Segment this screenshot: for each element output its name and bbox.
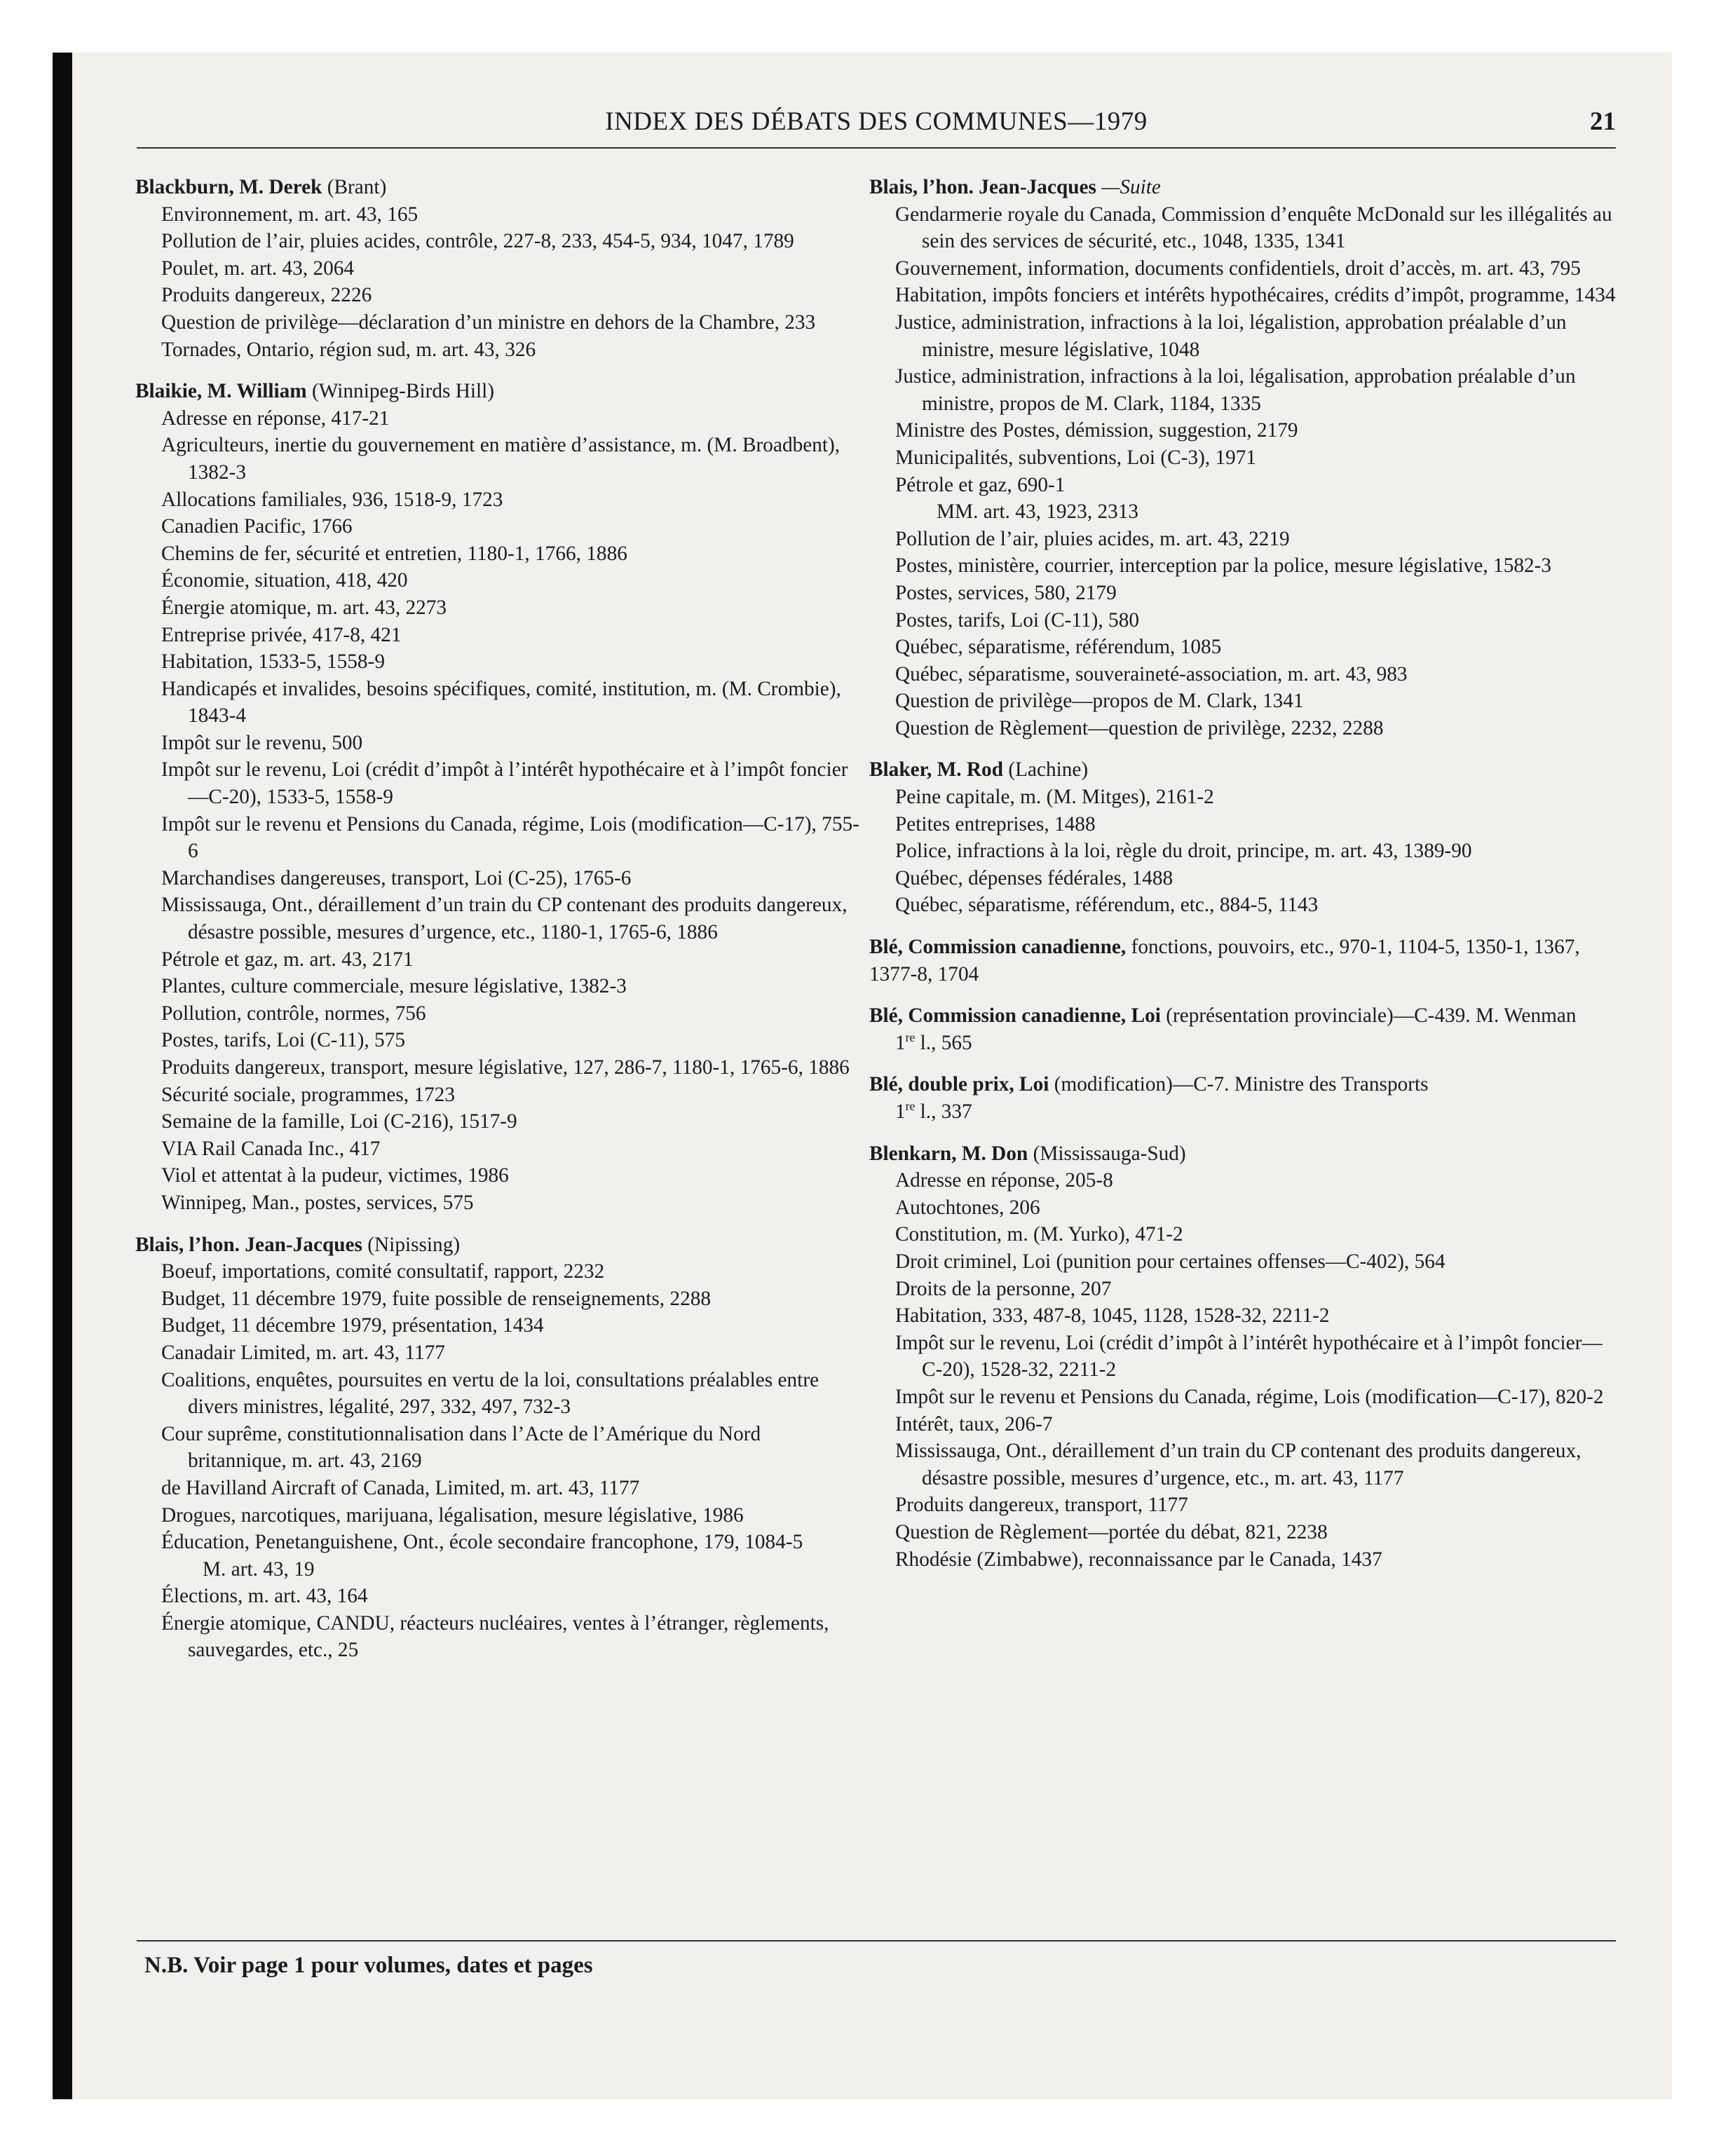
index-subentry: Chemins de fer, sécurité et entretien, 1180-1, 1766, 1886 bbox=[161, 542, 627, 565]
index-subentry: Impôt sur le revenu et Pensions du Canada, régime, Lois (modification—C-17), 820-2 bbox=[895, 1385, 1604, 1408]
footer-note: N.B. Voir page 1 pour volumes, dates et pages bbox=[144, 1953, 593, 1978]
entry-heading-detail: fonctions, pouvoirs, etc., 970-1, 1104-5, 1350-1, 1367, 1377-8, 1704 bbox=[869, 936, 1580, 985]
entry-heading-detail: (Lachine) bbox=[1008, 758, 1089, 782]
header-title: INDEX DES DÉBATS DES COMMUNES—1979 bbox=[605, 107, 1148, 136]
index-subentry: Semaine de la famille, Loi (C-216), 1517-9 bbox=[161, 1110, 517, 1133]
index-subentry: Question de privilège—déclaration d’un ministre en dehors de la Chambre, 233 bbox=[161, 311, 816, 334]
index-subentry: Canadair Limited, m. art. 43, 1177 bbox=[161, 1341, 445, 1364]
index-subentry: Environnement, m. art. 43, 165 bbox=[161, 203, 419, 226]
entry-name: Blé, Commission canadienne, Loi bbox=[869, 1004, 1166, 1028]
footer-rule bbox=[137, 1940, 1616, 1942]
index-subentry: Agriculteurs, inertie du gouvernement en matière d’assistance, m. (M. Broadbent), 1382-3 bbox=[161, 434, 841, 484]
page-number: 21 bbox=[1590, 107, 1616, 136]
reading-suffix: re bbox=[905, 1030, 916, 1045]
reading-number: 1 bbox=[895, 1031, 906, 1054]
index-subentry: Impôt sur le revenu, 500 bbox=[161, 731, 363, 754]
entry-heading-detail: (modification)—C-7. Ministre des Transports bbox=[1054, 1073, 1429, 1096]
index-subentry: Municipalités, subventions, Loi (C-3), 1971 bbox=[895, 446, 1257, 469]
index-subentry: Entreprise privée, 417-8, 421 bbox=[161, 623, 402, 646]
entry-heading-detail: (Nipissing) bbox=[367, 1233, 461, 1256]
index-subentry: Produits dangereux, transport, 1177 bbox=[895, 1494, 1188, 1517]
index-subentry: Mississauga, Ont., déraillement d’un train du CP contenant des produits dangereux, désastre possible, mesures d’urgence, etc., m. art. 43, 1177 bbox=[895, 1440, 1581, 1489]
index-subentry: Gendarmerie royale du Canada, Commission d’enquête McDonald sur les illégalités au sein des services de sécurité, etc., 1048, 1335, 1341 bbox=[895, 203, 1612, 253]
index-subentry: Question de privilège—propos de M. Clark, 1341 bbox=[895, 690, 1304, 713]
index-column-right bbox=[869, 174, 1623, 1588]
entry-heading bbox=[869, 1002, 1623, 1030]
index-entry bbox=[869, 174, 1623, 742]
index-subentry: Énergie atomique, CANDU, réacteurs nucléaires, ventes à l’étranger, règlements, sauvegardes, etc., 25 bbox=[161, 1611, 829, 1662]
reading-ref bbox=[869, 1030, 1623, 1057]
index-subentry: VIA Rail Canada Inc., 417 bbox=[161, 1137, 381, 1160]
entry-heading bbox=[869, 174, 1623, 201]
index-subentry: Économie, situation, 418, 420 bbox=[161, 569, 408, 592]
index-sub-subentry: M. art. 43, 19 bbox=[203, 1557, 315, 1581]
entry-heading-detail: (Winnipeg-Birds Hill) bbox=[312, 380, 495, 403]
entry-heading bbox=[869, 1071, 1623, 1098]
index-sub-subentry: MM. art. 43, 1923, 2313 bbox=[937, 500, 1139, 524]
index-subentry: Impôt sur le revenu et Pensions du Canada, régime, Lois (modification—C-17), 755-6 bbox=[161, 812, 859, 863]
entry-heading-detail: (Mississauga-Sud) bbox=[1033, 1142, 1186, 1165]
index-subentry: Question de Règlement—portée du débat, 821, 2238 bbox=[895, 1520, 1328, 1543]
binding-edge bbox=[53, 53, 72, 2099]
entry-heading bbox=[135, 174, 861, 201]
entry-heading-detail: (Brant) bbox=[327, 176, 387, 198]
index-subentry: Habitation, impôts fonciers et intérêts hypothécaires, crédits d’impôt, programme, 1434 bbox=[895, 284, 1616, 307]
index-subentry: Produits dangereux, transport, mesure législative, 127, 286-7, 1180-1, 1765-6, 1886 bbox=[161, 1056, 850, 1079]
index-subentry: Québec, dépenses fédérales, 1488 bbox=[895, 866, 1173, 889]
index-subentry: Droit criminel, Loi (punition pour certaines offenses—C-402), 564 bbox=[895, 1250, 1445, 1273]
index-subentry: Adresse en réponse, 417-21 bbox=[161, 407, 390, 430]
index-subentry: Gouvernement, information, documents confidentiels, droit d’accès, m. art. 43, 795 bbox=[895, 257, 1581, 280]
index-subentry: Budget, 11 décembre 1979, fuite possible de renseignements, 2288 bbox=[161, 1287, 712, 1310]
index-subentry: Cour suprême, constitutionnalisation dans l’Acte de l’Amérique du Nord britannique, m. art. 43, 2169 bbox=[161, 1422, 761, 1473]
index-subentry: Pollution de l’air, pluies acides, m. art. 43, 2219 bbox=[895, 527, 1290, 550]
index-subentry: Sécurité sociale, programmes, 1723 bbox=[161, 1083, 455, 1106]
index-subentry: Postes, tarifs, Loi (C-11), 575 bbox=[161, 1029, 406, 1052]
entry-name: Blais, l’hon. Jean-Jacques bbox=[869, 176, 1102, 198]
index-subentry: Tornades, Ontario, région sud, m. art. 43, 326 bbox=[161, 338, 536, 361]
reading-suffix: re bbox=[905, 1099, 916, 1114]
reading-number: 1 bbox=[895, 1100, 906, 1123]
entry-name: Blaker, M. Rod bbox=[869, 758, 1009, 782]
index-subentry: Pétrole et gaz, 690-1 bbox=[895, 473, 1066, 496]
index-subentry: Rhodésie (Zimbabwe), reconnaissance par le Canada, 1437 bbox=[895, 1548, 1382, 1571]
index-entry bbox=[135, 1231, 861, 1665]
entry-name: Blais, l’hon. Jean-Jacques bbox=[135, 1233, 368, 1256]
index-subentry: Pétrole et gaz, m. art. 43, 2171 bbox=[161, 948, 414, 971]
index-subentry: Justice, administration, infractions à la loi, légalistion, approbation préalable d’un ministre, mesure législative, 1048 bbox=[895, 311, 1567, 361]
index-subentry: Adresse en réponse, 205-8 bbox=[895, 1169, 1113, 1192]
index-subentry: Drogues, narcotiques, marijuana, légalisation, mesure législative, 1986 bbox=[161, 1503, 744, 1527]
reading-page: l., 565 bbox=[915, 1031, 972, 1054]
index-subentry: Justice, administration, infractions à la loi, légalisation, approbation préalable d’un ministre, propos de M. Clark, 1184, 1335 bbox=[895, 365, 1576, 415]
index-subentry: Marchandises dangereuses, transport, Loi (C-25), 1765-6 bbox=[161, 866, 632, 889]
page-header bbox=[137, 105, 1616, 149]
entry-suite: —Suite bbox=[1101, 176, 1161, 198]
index-subentry: Handicapés et invalides, besoins spécifiques, comité, institution, m. (M. Crombie), 1843-4 bbox=[161, 677, 841, 728]
index-subentry: Mississauga, Ont., déraillement d’un train du CP contenant des produits dangereux, désastre possible, mesures d’urgence, etc., 1180-1, 1765-6, 1886 bbox=[161, 894, 848, 944]
reading-page: l., 337 bbox=[915, 1100, 972, 1123]
index-subentry: Budget, 11 décembre 1979, présentation, 1434 bbox=[161, 1314, 544, 1337]
index-subentry: Winnipeg, Man., postes, services, 575 bbox=[161, 1191, 474, 1214]
index-subentry: Produits dangereux, 2226 bbox=[161, 284, 372, 307]
index-subentry: Autochtones, 206 bbox=[895, 1196, 1040, 1219]
entry-name: Blenkarn, M. Don bbox=[869, 1142, 1033, 1165]
index-entry bbox=[135, 174, 861, 363]
entry-name: Blé, Commission canadienne, bbox=[869, 936, 1131, 959]
index-subentry: Élections, m. art. 43, 164 bbox=[161, 1585, 368, 1608]
index-subentry: Allocations familiales, 936, 1518-9, 1723 bbox=[161, 488, 503, 511]
entry-name: Blaikie, M. William bbox=[135, 380, 313, 403]
entry-name: Blé, double prix, Loi bbox=[869, 1073, 1054, 1096]
index-subentry: Peine capitale, m. (M. Mitges), 2161-2 bbox=[895, 786, 1214, 809]
index-entry bbox=[135, 378, 861, 1216]
index-subentry: Éducation, Penetanguishene, Ont., école secondaire francophone, 179, 1084-5 bbox=[161, 1531, 803, 1554]
entry-heading bbox=[135, 1231, 861, 1259]
index-subentry: Postes, ministère, courrier, interception par la police, mesure législative, 1582-3 bbox=[895, 554, 1552, 578]
index-subentry: Canadien Pacific, 1766 bbox=[161, 515, 353, 538]
index-subentry: Boeuf, importations, comité consultatif, rapport, 2232 bbox=[161, 1260, 605, 1283]
index-subentry: Petites entreprises, 1488 bbox=[895, 812, 1096, 835]
index-subentry: Postes, services, 580, 2179 bbox=[895, 581, 1117, 604]
index-subentry: Québec, séparatisme, référendum, etc., 884-5, 1143 bbox=[895, 894, 1319, 917]
index-entry bbox=[869, 1002, 1623, 1056]
index-subentry: Québec, séparatisme, souveraineté-association, m. art. 43, 983 bbox=[895, 662, 1408, 685]
index-subentry: Pollution, contrôle, normes, 756 bbox=[161, 1002, 426, 1025]
index-subentry: Québec, séparatisme, référendum, 1085 bbox=[895, 636, 1222, 659]
index-subentry: Constitution, m. (M. Yurko), 471-2 bbox=[895, 1223, 1183, 1246]
index-subentry: Habitation, 333, 487-8, 1045, 1128, 1528-32, 2211-2 bbox=[895, 1304, 1330, 1328]
index-subentry: Viol et attentat à la pudeur, victimes, 1986 bbox=[161, 1164, 509, 1187]
index-entry bbox=[869, 756, 1623, 919]
entry-heading bbox=[135, 378, 861, 405]
index-subentry: Question de Règlement—question de privilège, 2232, 2288 bbox=[895, 716, 1384, 739]
index-subentry: Postes, tarifs, Loi (C-11), 580 bbox=[895, 608, 1140, 632]
entry-heading-detail: (représentation provinciale)—C-439. M. Wenman bbox=[1166, 1004, 1577, 1028]
index-entry bbox=[869, 934, 1623, 988]
index-subentry: Intérêt, taux, 206-7 bbox=[895, 1412, 1053, 1435]
reading-ref bbox=[869, 1098, 1623, 1126]
index-subentry: de Havilland Aircraft of Canada, Limited, m. art. 43, 1177 bbox=[161, 1476, 640, 1499]
index-subentry: Ministre des Postes, démission, suggestion, 2179 bbox=[895, 419, 1298, 442]
index-entry bbox=[869, 1071, 1623, 1125]
index-column-left bbox=[135, 174, 861, 1679]
index-subentry: Plantes, culture commerciale, mesure législative, 1382-3 bbox=[161, 975, 627, 998]
entry-name: Blackburn, M. Derek bbox=[135, 176, 327, 198]
index-subentry: Énergie atomique, m. art. 43, 2273 bbox=[161, 596, 447, 619]
index-entry bbox=[869, 1140, 1623, 1574]
index-subentry: Impôt sur le revenu, Loi (crédit d’impôt à l’intérêt hypothécaire et à l’impôt foncier—C-20), 1533-5, 1558-9 bbox=[161, 758, 848, 809]
entry-heading bbox=[869, 934, 1623, 988]
index-subentry: Poulet, m. art. 43, 2064 bbox=[161, 257, 355, 280]
index-subentry: Impôt sur le revenu, Loi (crédit d’impôt à l’intérêt hypothécaire et à l’impôt foncier—C-20), 1528-32, 2211-2 bbox=[895, 1331, 1603, 1381]
index-subentry: Police, infractions à la loi, règle du droit, principe, m. art. 43, 1389-90 bbox=[895, 840, 1472, 863]
index-subentry: Droits de la personne, 207 bbox=[895, 1277, 1112, 1300]
index-subentry: Coalitions, enquêtes, poursuites en vertu de la loi, consultations préalables entre divers ministres, légalité, 297, 332, 497, 732-3 bbox=[161, 1368, 819, 1419]
entry-heading bbox=[869, 1140, 1623, 1168]
index-subentry: Habitation, 1533-5, 1558-9 bbox=[161, 650, 385, 674]
entry-heading bbox=[869, 756, 1623, 784]
index-subentry: Pollution de l’air, pluies acides, contrôle, 227-8, 233, 454-5, 934, 1047, 1789 bbox=[161, 230, 794, 253]
